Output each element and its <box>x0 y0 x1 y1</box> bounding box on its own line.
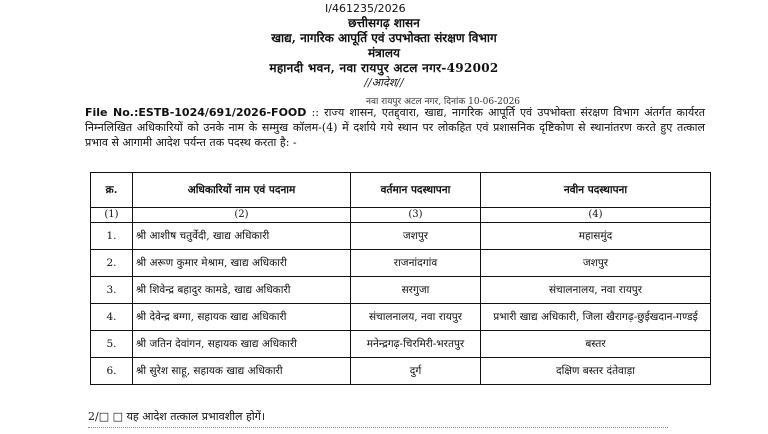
current-posting-cell: दुर्ग <box>351 358 481 385</box>
column-number: (4) <box>481 208 711 223</box>
current-posting-cell: जशपुर <box>351 223 481 250</box>
header-serial: क्र. <box>91 173 133 208</box>
column-number: (3) <box>351 208 481 223</box>
officer-name-cell: श्री शिवेन्द्र बहादुर कामडे, खाद्य अधिकारी <box>133 277 351 304</box>
table-row <box>91 223 711 250</box>
serial-cell: 3. <box>91 277 133 304</box>
order-label: //आदेश// <box>364 76 404 89</box>
header-officer-name: अधिकारियों नाम एवं पदनाम <box>133 173 351 208</box>
cut-off-line <box>88 427 668 434</box>
file-number: File No.:ESTB-1024/691/2026-FOOD <box>85 106 307 119</box>
serial-cell: 5. <box>91 331 133 358</box>
new-posting-cell: महासमुंद <box>481 223 711 250</box>
government-name: छत्तीसगढ़ शासन <box>348 16 420 30</box>
office-name: मंत्रालय <box>367 46 400 60</box>
officer-name-cell: श्री आशीष चतुर्वेदी, खाद्य अधिकारी <box>133 223 351 250</box>
department-name: खाद्य, नागरिक आपूर्ति एवं उपभोक्ता संरक्षण विभाग <box>271 31 497 45</box>
table-row <box>91 277 711 304</box>
officer-name-cell: श्री देवेन्द्र बग्गा, सहायक खाद्य अधिकारी <box>133 304 351 331</box>
new-posting-cell: बस्तर <box>481 331 711 358</box>
order-body-text: :: राज्य शासन, एतद्द्वारा, खाद्य, नागरिक आपूर्ति एवं उपभोक्ता संरक्षण विभाग अंतर्गत कार्यरत निम्नलिखित अधिकारियों को उनके नाम के सम्मुख कॉलम-(4) में दर्शाये गये स्थान पर लोकहित एवं प्रशासनिक दृष्टिकोण से स्थानांतरण करते हुए तत्काल प्रभाव से आगामी आदेश पर्यन्त तक पदस्थ करता है: - <box>85 106 706 150</box>
serial-cell: 6. <box>91 358 133 385</box>
new-posting-cell: संचालनालय, नवा रायपुर <box>481 277 711 304</box>
serial-cell: 1. <box>91 223 133 250</box>
effective-clause: 2/□ □ यह आदेश तत्काल प्रभावशील होगें। <box>88 410 266 423</box>
current-posting-cell: मनेन्द्रगढ़-चिरमिरी-भरतपुर <box>351 331 481 358</box>
new-posting-cell: प्रभारी खाद्य अधिकारी, जिला खैरागढ़-छुईखदान-गण्डई <box>481 304 711 331</box>
reference-number: I/461235/2026 <box>325 2 406 15</box>
header-current-posting: वर्तमान पदस्थापना <box>351 173 481 208</box>
header-new-posting: नवीन पदस्थापना <box>481 173 711 208</box>
serial-cell: 4. <box>91 304 133 331</box>
serial-cell: 2. <box>91 250 133 277</box>
column-number: (2) <box>133 208 351 223</box>
table-row <box>91 358 711 385</box>
table-row <box>91 304 711 331</box>
current-posting-cell: सरगुजा <box>351 277 481 304</box>
officer-name-cell: श्री जतिन देवांगन, सहायक खाद्य अधिकारी <box>133 331 351 358</box>
office-address: महानदी भवन, नवा रायपुर अटल नगर-492002 <box>269 61 499 75</box>
table-row <box>91 331 711 358</box>
current-posting-cell: संचालनालय, नवा रायपुर <box>351 304 481 331</box>
new-posting-cell: दक्षिण बस्तर दंतेवाड़ा <box>481 358 711 385</box>
column-number-row <box>91 208 711 223</box>
officer-name-cell: श्री अरूण कुमार मेश्राम, खाद्य अधिकारी <box>133 250 351 277</box>
column-number: (1) <box>91 208 133 223</box>
current-posting-cell: राजनांदगांव <box>351 250 481 277</box>
table-header-row <box>91 173 711 208</box>
order-paragraph <box>85 105 705 151</box>
new-posting-cell: जशपुर <box>481 250 711 277</box>
officer-name-cell: श्री सुरेश साहू, सहायक खाद्य अधिकारी <box>133 358 351 385</box>
place-date: नवा रायपुर अटल नगर, दिनांक 10-06-2026 <box>366 97 521 107</box>
transfer-table <box>90 172 711 385</box>
table-row <box>91 250 711 277</box>
